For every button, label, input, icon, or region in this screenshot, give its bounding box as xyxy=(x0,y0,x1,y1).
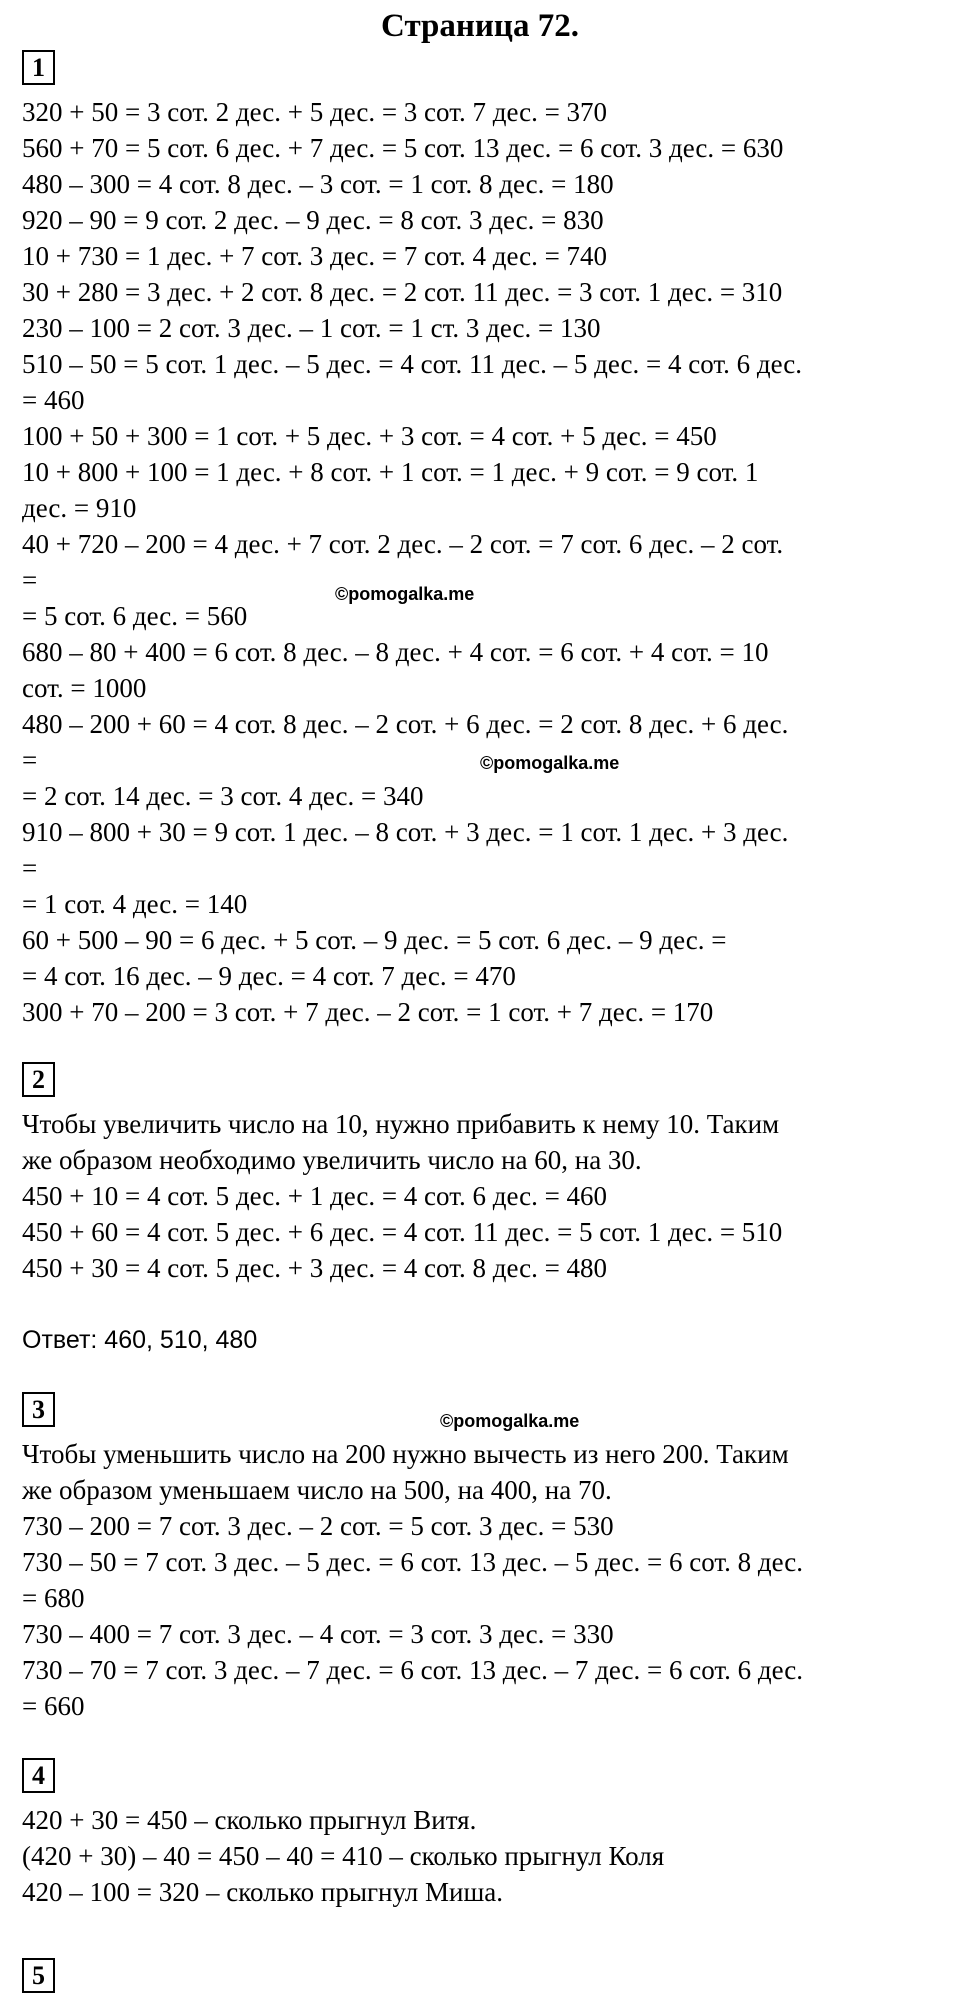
task-line: = 1 сот. 4 дес. = 140 xyxy=(22,889,248,919)
task-line: 910 – 800 + 30 = 9 сот. 1 дес. – 8 сот. + 3 дес. = 1 сот. 1 дес. + 3 дес. xyxy=(22,817,789,847)
task-line: дес. = 910 xyxy=(22,493,137,523)
task-line: же образом необходимо увеличить число на 60, на 30. xyxy=(22,1145,642,1175)
task-line: сот. = 1000 xyxy=(22,673,147,703)
task-line: 320 + 50 = 3 сот. 2 дес. + 5 дес. = 3 сот. 7 дес. = 370 xyxy=(22,97,608,127)
task-line: 680 – 80 + 400 = 6 сот. 8 дес. – 8 дес. + 4 сот. = 6 сот. + 4 сот. = 10 xyxy=(22,637,769,667)
task-line: Чтобы увеличить число на 10, нужно прибавить к нему 10. Таким xyxy=(22,1109,780,1139)
task-line: 10 + 800 + 100 = 1 дес. + 8 сот. + 1 сот. = 1 дес. + 9 сот. = 9 сот. 1 xyxy=(22,457,759,487)
task-number-box: 3 xyxy=(22,1392,55,1427)
task-line: 560 + 70 = 5 сот. 6 дес. + 7 дес. = 5 сот. 13 дес. = 6 сот. 3 дес. = 630 xyxy=(22,133,784,163)
task-line: 40 + 720 – 200 = 4 дес. + 7 сот. 2 дес. – 2 сот. = 7 сот. 6 дес. – 2 сот. xyxy=(22,529,784,559)
task-line: = 460 xyxy=(22,385,85,415)
task-number-box: 4 xyxy=(22,1758,55,1793)
answer-text: Ответ: 460, 510, 480 xyxy=(22,1326,258,1354)
task-line: 480 – 300 = 4 сот. 8 дес. – 3 сот. = 1 сот. 8 дес. = 180 xyxy=(22,169,614,199)
task-line: 730 – 400 = 7 сот. 3 дес. – 4 сот. = 3 сот. 3 дес. = 330 xyxy=(22,1619,614,1649)
task-line: = 4 сот. 16 дес. – 9 дес. = 4 сот. 7 дес. = 470 xyxy=(22,961,516,991)
task-line: = xyxy=(22,565,38,595)
task-number-box: 1 xyxy=(22,50,55,85)
task-line: (420 + 30) – 40 = 450 – 40 = 410 – сколько прыгнул Коля xyxy=(22,1841,665,1871)
task-line: 420 + 30 = 450 – сколько прыгнул Витя. xyxy=(22,1805,477,1835)
task-line: 450 + 30 = 4 сот. 5 дес. + 3 дес. = 4 сот. 8 дес. = 480 xyxy=(22,1253,608,1283)
task-line: 920 – 90 = 9 сот. 2 дес. – 9 дес. = 8 сот. 3 дес. = 830 xyxy=(22,205,604,235)
task-line: = xyxy=(22,853,38,883)
task-line: 420 – 100 = 320 – сколько прыгнул Миша. xyxy=(22,1877,504,1907)
task-line: 30 + 280 = 3 дес. + 2 сот. 8 дес. = 2 сот. 11 дес. = 3 сот. 1 дес. = 310 xyxy=(22,277,783,307)
task-line: 510 – 50 = 5 сот. 1 дес. – 5 дес. = 4 сот. 11 дес. – 5 дес. = 4 сот. 6 дес. xyxy=(22,349,803,379)
task-line: 730 – 70 = 7 сот. 3 дес. – 7 дес. = 6 сот. 13 дес. – 7 дес. = 6 сот. 6 дес. xyxy=(22,1655,804,1685)
task-line: = xyxy=(22,745,38,775)
task-line: 450 + 10 = 4 сот. 5 дес. + 1 дес. = 4 сот. 6 дес. = 460 xyxy=(22,1181,608,1211)
task-number-box: 5 xyxy=(22,1958,55,1993)
task-line: 730 – 50 = 7 сот. 3 дес. – 5 дес. = 6 сот. 13 дес. – 5 дес. = 6 сот. 8 дес. xyxy=(22,1547,804,1577)
task-2 xyxy=(22,1062,942,1358)
task-5 xyxy=(22,1958,942,1994)
task-3 xyxy=(22,1392,942,1724)
task-4 xyxy=(22,1758,942,1910)
task-line: 450 + 60 = 4 сот. 5 дес. + 6 дес. = 4 сот. 11 дес. = 5 сот. 1 дес. = 510 xyxy=(22,1217,783,1247)
task-line: 100 + 50 + 300 = 1 сот. + 5 дес. + 3 сот. = 4 сот. + 5 дес. = 450 xyxy=(22,421,717,451)
task-line: 730 – 200 = 7 сот. 3 дес. – 2 сот. = 5 сот. 3 дес. = 530 xyxy=(22,1511,614,1541)
task-line: = 2 сот. 14 дес. = 3 сот. 4 дес. = 340 xyxy=(22,781,424,811)
task-line: 60 + 500 – 90 = 6 дес. + 5 сот. – 9 дес. = 5 сот. 6 дес. – 9 дес. = xyxy=(22,925,727,955)
watermark: ©pomogalka.me xyxy=(335,584,475,604)
task-line: же образом уменьшаем число на 500, на 400, на 70. xyxy=(22,1475,612,1505)
task-line: = 660 xyxy=(22,1691,85,1721)
task-line: 10 + 730 = 1 дес. + 7 сот. 3 дес. = 7 сот. 4 дес. = 740 xyxy=(22,241,608,271)
watermark: ©pomogalka.me xyxy=(480,753,620,773)
task-line: = 5 сот. 6 дес. = 560 xyxy=(22,601,248,631)
watermark: ©pomogalka.me xyxy=(440,1411,580,1431)
task-line: Чтобы уменьшить число на 200 нужно вычесть из него 200. Таким xyxy=(22,1439,789,1469)
task-number-box: 2 xyxy=(22,1062,55,1097)
page-title: Страница 72. xyxy=(381,8,579,44)
task-line: 480 – 200 + 60 = 4 сот. 8 дес. – 2 сот. + 6 дес. = 2 сот. 8 дес. + 6 дес. xyxy=(22,709,789,739)
task-line: 230 – 100 = 2 сот. 3 дес. – 1 сот. = 1 ст. 3 дес. = 130 xyxy=(22,313,601,343)
task-line: = 680 xyxy=(22,1583,85,1613)
task-1 xyxy=(22,50,942,1030)
task-line: 300 + 70 – 200 = 3 сот. + 7 дес. – 2 сот. = 1 сот. + 7 дес. = 170 xyxy=(22,997,714,1027)
